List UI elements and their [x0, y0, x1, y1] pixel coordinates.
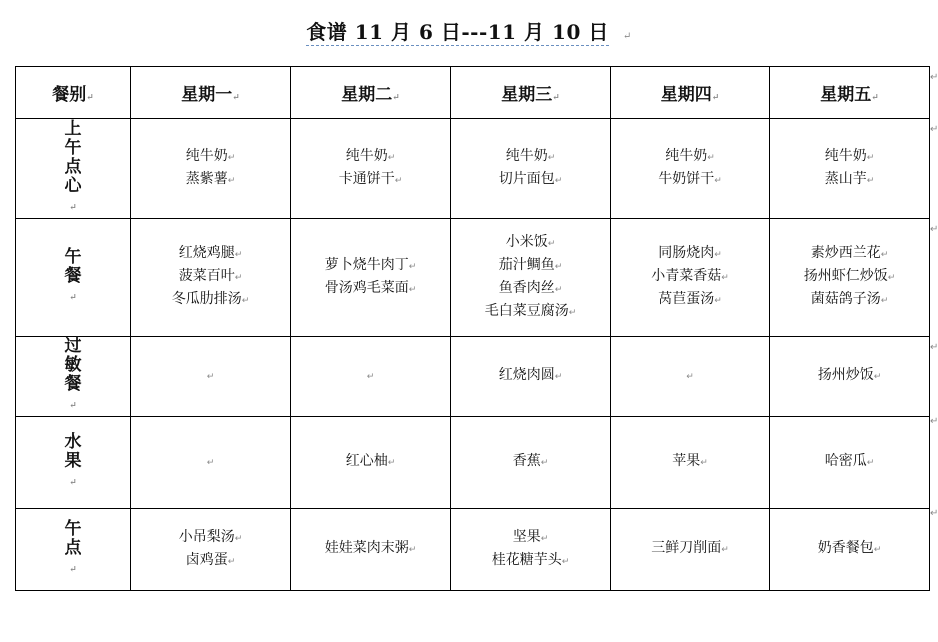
dish-item: 蒸紫薯 [185, 170, 228, 187]
meal-row [16, 219, 930, 337]
meal-label-cell: 午点 ↵ [16, 509, 131, 591]
dish-item: 纯牛奶 [824, 147, 867, 164]
dish-item: 毛白菜豆腐汤 [484, 302, 569, 319]
dish-item: 三鲜刀削面 [651, 540, 722, 556]
dish-item: 香蕉 [512, 453, 541, 469]
meal-label: 过敏餐 [64, 336, 82, 394]
page-title [0, 16, 938, 45]
dish-item: 坚果 [512, 528, 541, 545]
dish-item: 红烧鸡腿 [178, 245, 235, 261]
menu-cell: 纯牛奶↵ 蒸紫薯↵ [131, 119, 291, 219]
meal-row [16, 417, 930, 509]
menu-cell: 娃娃菜肉末粥↵ [291, 509, 451, 591]
dish-item: 菌菇鸽子汤 [810, 291, 881, 307]
menu-cell: 红心柚↵ [291, 417, 451, 509]
meal-row [16, 337, 930, 417]
dish-item: 纯牛奶 [185, 147, 228, 164]
menu-cell: 坚果↵ 桂花糖芋头↵ [451, 509, 611, 591]
dish-item: 红心柚 [345, 453, 388, 469]
menu-cell: 奶香餐包↵ [770, 509, 930, 591]
day-header: 星期三↵ [451, 67, 611, 119]
dish-item: 卤鸡蛋 [185, 551, 228, 568]
meal-column-header: 餐别↵ [16, 67, 131, 119]
meal-label-cell: 午餐 ↵ [16, 219, 131, 337]
dish-item: 小米饭 [505, 233, 548, 250]
row-end-mark-icon: ↵ [930, 124, 938, 135]
dish-item: 扬州炒饭 [817, 367, 874, 383]
meal-label-cell: 水果 ↵ [16, 417, 131, 509]
dish-item: 小青菜香菇 [651, 268, 722, 284]
dish-item: 纯牛奶 [505, 147, 548, 164]
dish-item: 纯牛奶 [345, 147, 388, 164]
day-header: 星期一↵ [131, 67, 291, 119]
row-end-mark-icon: ↵ [930, 342, 938, 353]
dish-item: 纯牛奶 [665, 147, 708, 164]
menu-cell: 扬州炒饭↵ [770, 337, 930, 417]
meal-label: 水果 [64, 431, 82, 471]
dish-item: 牛奶饼干 [658, 170, 715, 187]
day-header: 星期五↵ [770, 67, 930, 119]
menu-cell: ↵ [291, 337, 451, 417]
dish-item: 菠菜百叶 [178, 268, 235, 284]
menu-cell: 小吊梨汤↵ 卤鸡蛋↵ [131, 509, 291, 591]
menu-cell: 小米饭↵ 茄汁鲷鱼↵ 鱼香肉丝↵ 毛白菜豆腐汤↵ [451, 219, 611, 337]
menu-cell: 红烧鸡腿↵ 菠菜百叶↵ 冬瓜肋排汤↵ [131, 219, 291, 337]
dish-item: 扬州虾仁炒饭 [803, 268, 888, 284]
meal-label-cell: 过敏餐 ↵ [16, 337, 131, 417]
dish-item: 娃娃菜肉末粥 [324, 540, 409, 556]
menu-cell: 苹果↵ [611, 417, 770, 509]
menu-cell: ↵ [131, 337, 291, 417]
menu-cell: ↵ [611, 337, 770, 417]
dish-item: 奶香餐包 [817, 540, 874, 556]
menu-cell: 纯牛奶↵ 切片面包↵ [451, 119, 611, 219]
row-end-mark-icon: ↵ [930, 72, 938, 83]
meal-label: 午点 [64, 518, 82, 558]
row-end-mark-icon: ↵ [930, 224, 938, 235]
dish-item: 桂花糖芋头 [491, 551, 562, 568]
dish-item: 素炒西兰花 [810, 245, 881, 261]
row-end-mark-icon: ↵ [930, 508, 938, 519]
meal-row [16, 119, 930, 219]
menu-cell: 纯牛奶↵ 蒸山芋↵ [770, 119, 930, 219]
dish-item: 蒸山芋 [824, 170, 867, 187]
meal-label: 上午点心 [64, 118, 82, 196]
dish-item: 切片面包 [498, 170, 555, 187]
dish-item: 鱼香肉丝 [498, 279, 555, 296]
menu-cell: 萝卜烧牛肉丁↵ 骨汤鸡毛菜面↵ [291, 219, 451, 337]
menu-cell: 同肠烧肉↵ 小青菜香菇↵ 莴苣蛋汤↵ [611, 219, 770, 337]
menu-cell: 纯牛奶↵ 卡通饼干↵ [291, 119, 451, 219]
dish-item: 骨汤鸡毛菜面 [324, 279, 409, 296]
meal-label: 午餐 [64, 246, 82, 286]
dish-item: 苹果 [672, 453, 701, 469]
row-end-mark-icon: ↵ [930, 416, 938, 427]
menu-cell: ↵ [131, 417, 291, 509]
menu-cell: 香蕉↵ [451, 417, 611, 509]
dish-item: 同肠烧肉 [658, 245, 715, 261]
dish-item: 哈密瓜 [824, 453, 867, 469]
dish-item: 萝卜烧牛肉丁 [324, 256, 409, 273]
day-header: 星期二↵ [291, 67, 451, 119]
menu-cell: 三鲜刀削面↵ [611, 509, 770, 591]
dish-item: 卡通饼干 [338, 170, 395, 187]
menu-cell: 素炒西兰花↵ 扬州虾仁炒饭↵ 菌菇鸽子汤↵ [770, 219, 930, 337]
menu-cell: 哈密瓜↵ [770, 417, 930, 509]
meal-label-cell: 上午点心 ↵ [16, 119, 131, 219]
menu-table [15, 66, 930, 591]
dish-item: 小吊梨汤 [178, 528, 235, 545]
meal-row [16, 509, 930, 591]
dish-item: 莴苣蛋汤 [658, 291, 715, 307]
title-text: 食谱 11 月 6 日---11 月 10 日 [306, 20, 609, 44]
dish-item: 茄汁鲷鱼 [498, 256, 555, 273]
header-row [16, 67, 930, 119]
paragraph-mark-icon: ↵ [622, 31, 632, 42]
menu-cell: 红烧肉圆↵ [451, 337, 611, 417]
menu-cell: 纯牛奶↵ 牛奶饼干↵ [611, 119, 770, 219]
dish-item: 红烧肉圆 [498, 367, 555, 383]
day-header: 星期四↵ [611, 67, 770, 119]
dish-item: 冬瓜肋排汤 [171, 291, 242, 307]
